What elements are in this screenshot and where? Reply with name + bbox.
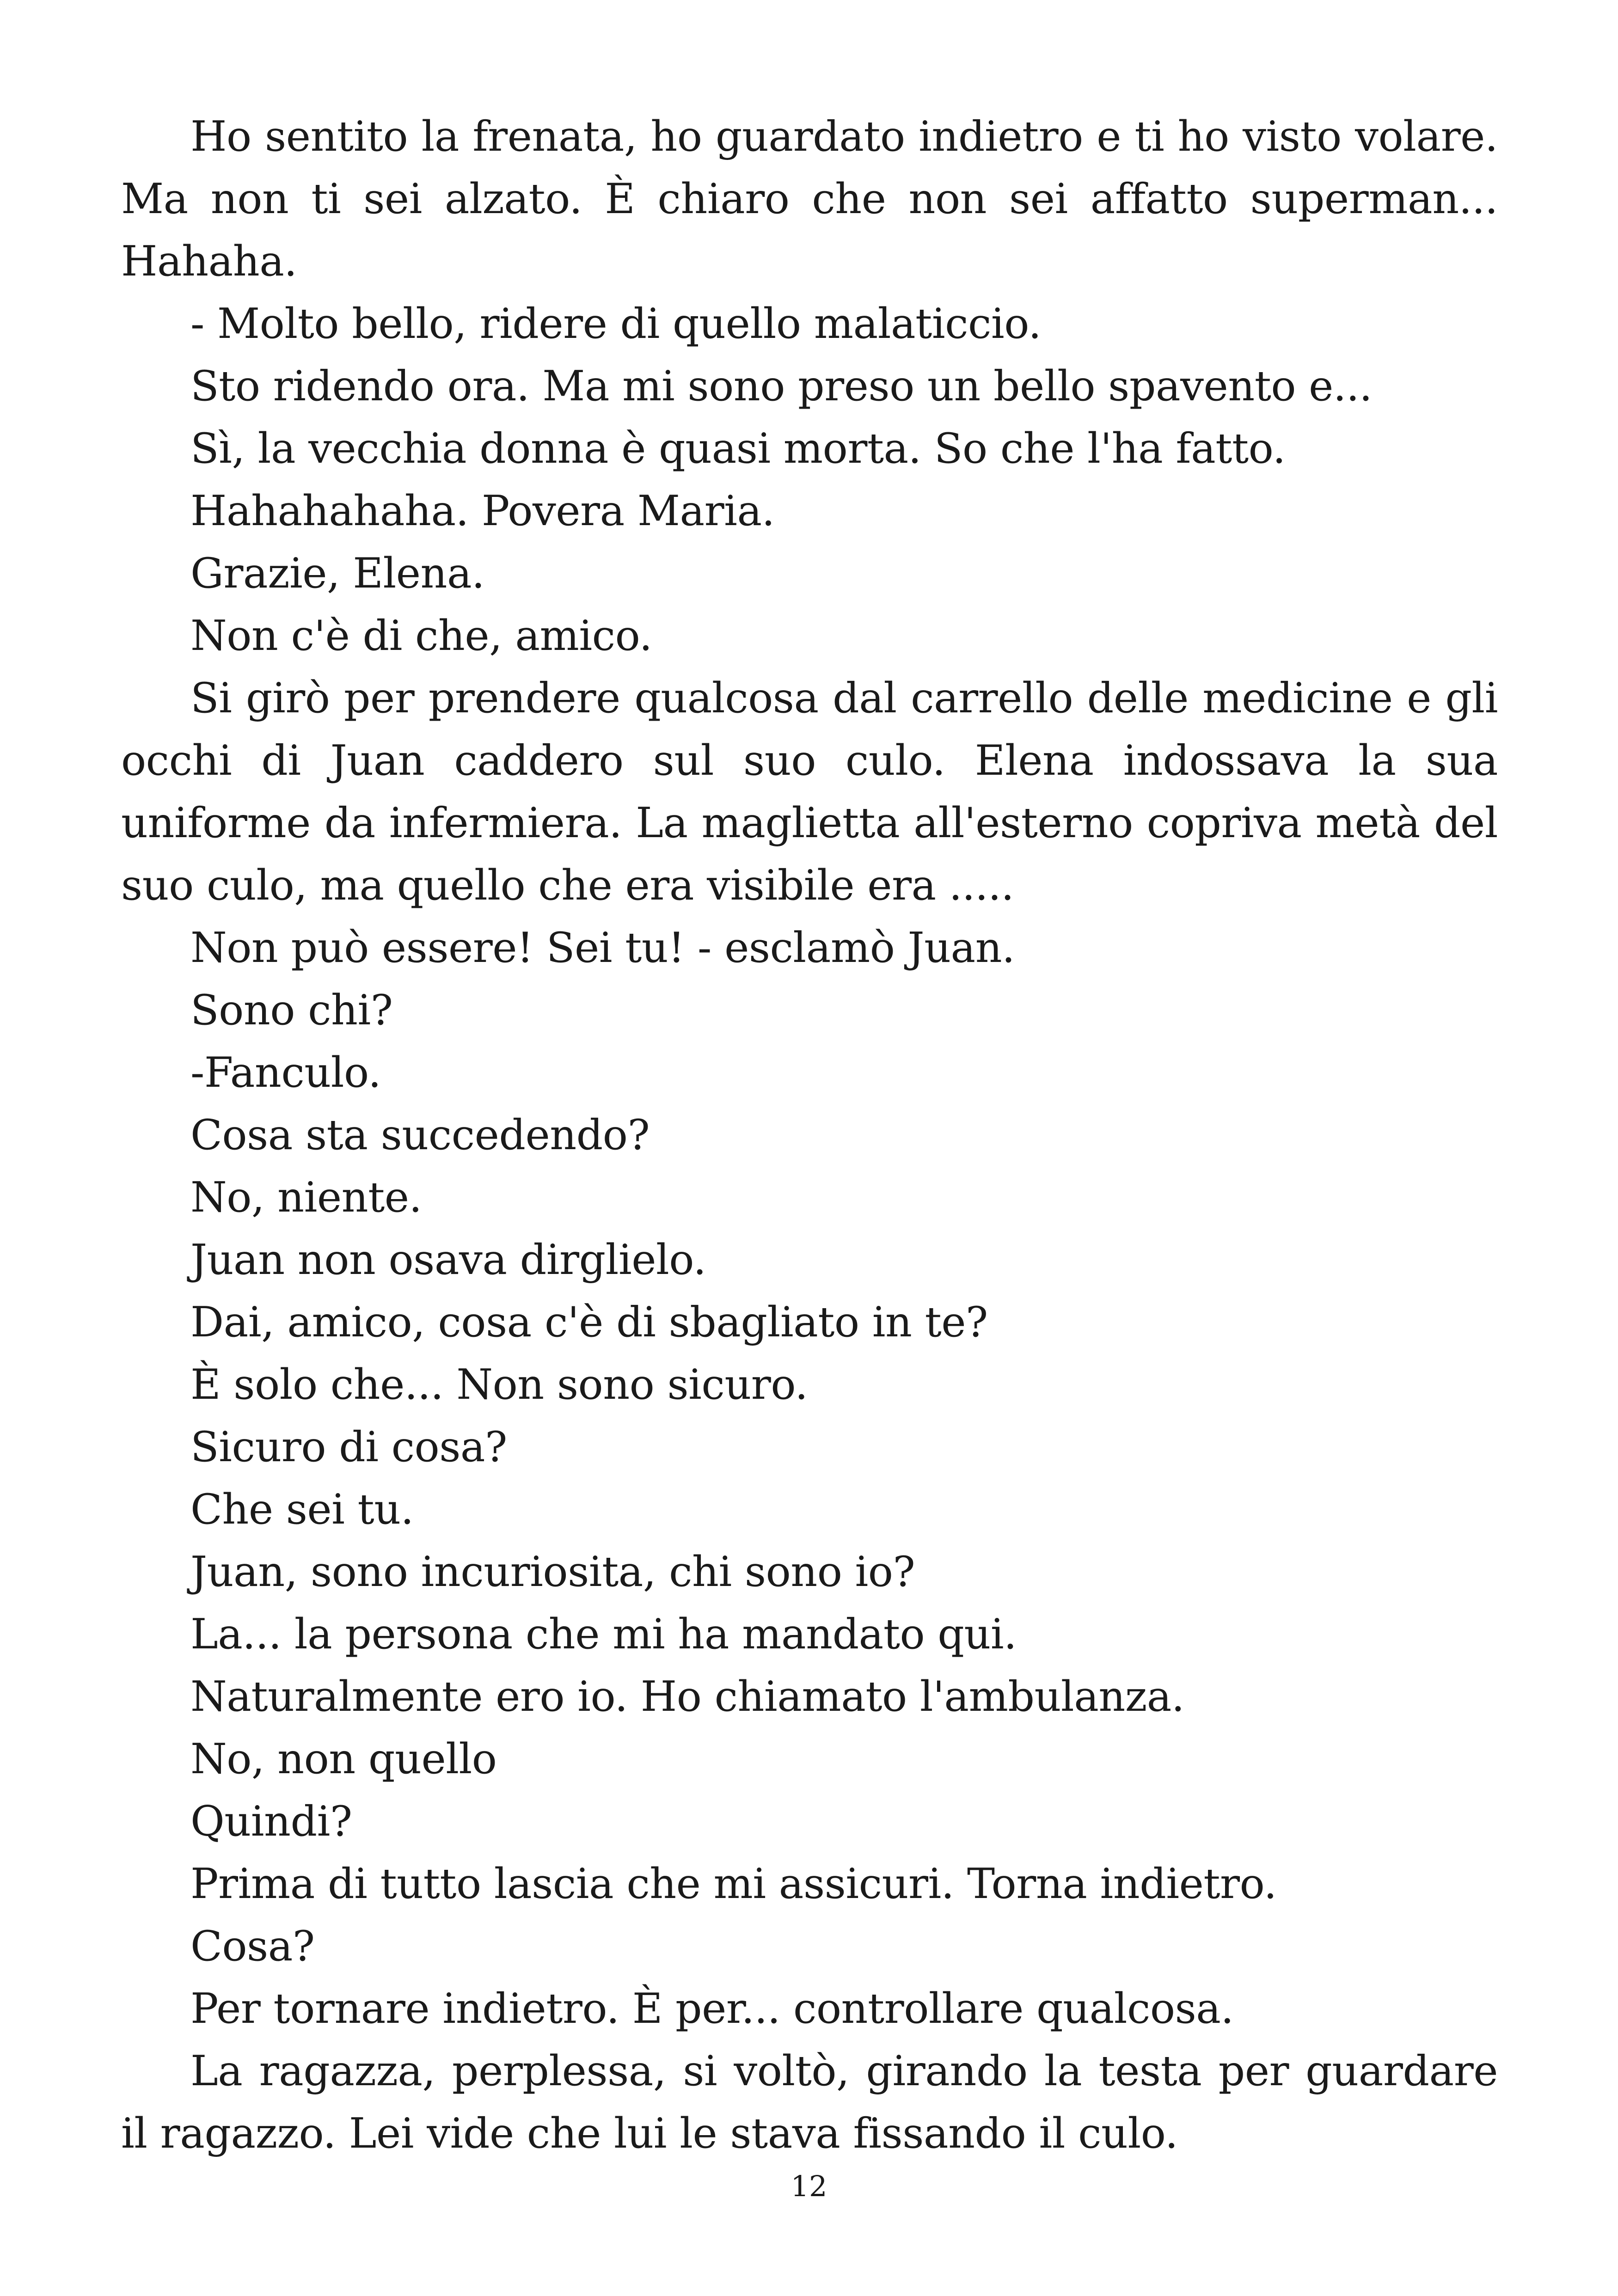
paragraph: Che sei tu. — [190, 1485, 414, 1534]
paragraph: Sì, la vecchia donna è quasi morta. So che l'ha fatto. — [190, 424, 1286, 473]
paragraph: Prima di tutto lascia che mi assicuri. Torna indietro. — [190, 1860, 1277, 1908]
paragraph: Naturalmente ero io. Ho chiamato l'ambulanza. — [190, 1672, 1185, 1721]
paragraph: - Molto bello, ridere di quello malaticcio. — [190, 300, 1042, 348]
paragraph: No, niente. — [190, 1173, 422, 1222]
paragraph: La... la persona che mi ha mandato qui. — [190, 1610, 1017, 1659]
paragraph: -Fanculo. — [190, 1048, 381, 1097]
page-number: 12 — [791, 2169, 827, 2203]
paragraph: Quindi? — [190, 1797, 352, 1846]
paragraph: Grazie, Elena. — [190, 549, 485, 598]
paragraph: Juan, sono incuriosita, chi sono io? — [190, 1548, 915, 1596]
paragraph: Per tornare indietro. È per... controllare qualcosa. — [190, 1984, 1234, 2033]
paragraph: Sto ridendo ora. Ma mi sono preso un bello spavento e... — [190, 362, 1373, 410]
paragraph: No, non quello — [190, 1735, 497, 1783]
paragraph: Dai, amico, cosa c'è di sbagliato in te? — [190, 1298, 988, 1347]
paragraph: Si girò per prendere qualcosa dal carrello delle medicine e gli occhi di Juan caddero sul suo culo. Elena indossava la sua uniforme da infermiera. La maglietta all'esterno copriva metà del suo culo, ma quello che era visibile era ..... — [121, 674, 1498, 910]
paragraph: È solo che... Non sono sicuro. — [190, 1360, 808, 1409]
paragraph: Non può essere! Sei tu! - esclamò Juan. — [190, 924, 1015, 972]
paragraph: La ragazza, perplessa, si voltò, girando la testa per guardare il ragazzo. Lei vide che lui le stava fissando il culo. — [121, 2047, 1498, 2158]
page-body — [121, 105, 1498, 2165]
paragraph: Cosa? — [190, 1922, 315, 1971]
paragraph: Sono chi? — [190, 986, 393, 1035]
paragraph: Cosa sta succedendo? — [190, 1111, 650, 1159]
paragraph: Non c'è di che, amico. — [190, 612, 652, 660]
paragraph: Hahahahaha. Povera Maria. — [190, 487, 775, 535]
paragraph: Juan non osava dirglielo. — [190, 1236, 706, 1284]
paragraph: Sicuro di cosa? — [190, 1423, 507, 1471]
paragraph: Ho sentito la frenata, ho guardato indietro e ti ho visto volare. Ma non ti sei alzato. È chiaro che non sei affatto superman... Hahaha. — [121, 112, 1498, 286]
